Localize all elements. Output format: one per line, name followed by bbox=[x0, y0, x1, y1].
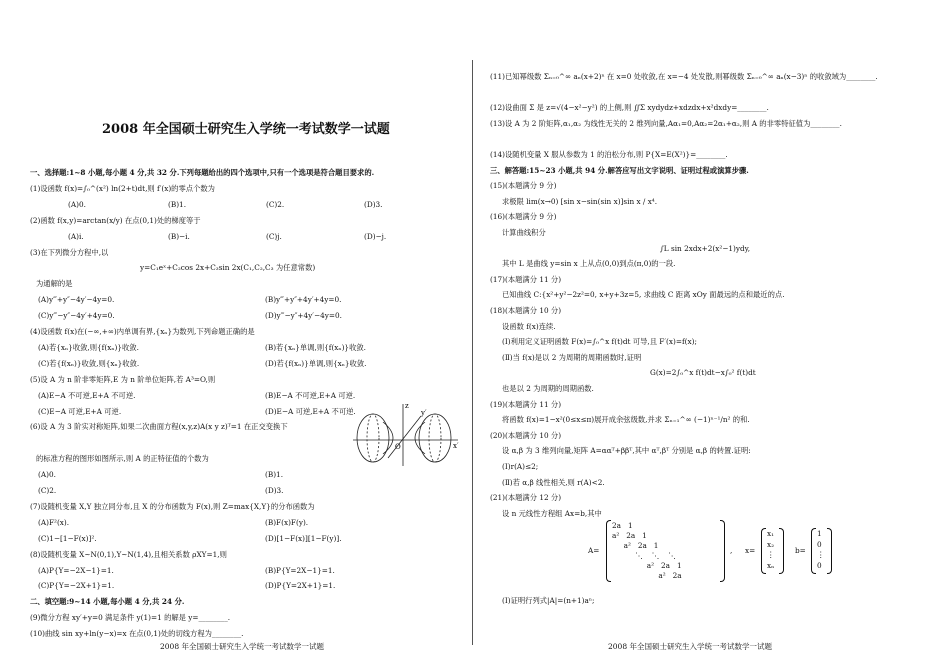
choice-option: (C)2. bbox=[38, 486, 57, 495]
question-text: (7)设随机变量 X,Y 独立同分布,且 X 的分布函数为 F(x),则 Z=max{X,Y}的分布函数为 bbox=[30, 501, 315, 511]
question-text: 的标准方程的图形如图所示,则 A 的正特征值的个数为 bbox=[36, 454, 209, 464]
question-text: (1)设函数 f(x)=∫₀^(x²) ln(2+t)dt,则 f′(x)的零点个数为 bbox=[30, 183, 215, 193]
question-text: ∫L sin 2xdx+2(x²−1)ydy, bbox=[660, 243, 751, 253]
matrix-a-row: 2a 1 bbox=[612, 521, 633, 530]
question-text: (5)设 A 为 n 阶非零矩阵,E 为 n 阶单位矩阵,若 A³=O,则 bbox=[30, 374, 216, 384]
choice-option: (C)1−[1−F(x)]². bbox=[38, 533, 97, 543]
quadric-surface-figure bbox=[343, 400, 463, 470]
question-text: (16)(本题满分 9 分) bbox=[490, 212, 557, 222]
question-text: (Ⅰ)利用定义证明函数 F(x)=∫₀^x f(t)dt 可导,且 F′(x)=f(x); bbox=[502, 337, 697, 347]
question-text: (14)设随机变量 X 服从参数为 1 的泊松分布,则 P{X=E(X²)}=________. bbox=[490, 150, 728, 159]
question-text: 已知曲线 C:{x²+y²−2z²=0, x+y+3z=5, 求曲线 C 距离 xOy 面最远的点和最近的点. bbox=[502, 290, 785, 300]
question-text: (12)设曲面 Σ 是 z=√(4−x²−y²) 的上侧,则 ∬Σ xydydz+xdzdx+x²dxdy=________. bbox=[490, 103, 769, 113]
matrix-a-right-bracket bbox=[720, 520, 725, 582]
question-text: (Ⅱ)若 α,β 线性相关,则 r(A)<2. bbox=[502, 477, 605, 487]
choice-option: (A)F²(x). bbox=[38, 517, 70, 527]
vector-x-entry: x₂ bbox=[767, 539, 775, 549]
matrix-a-row: a² 2a bbox=[612, 571, 682, 580]
question-text: (21)(本题满分 12 分) bbox=[490, 493, 562, 503]
vector-b-entry: ⋮ bbox=[817, 550, 825, 559]
choice-option: (D)[1−F(x)][1−F(y)]. bbox=[265, 533, 342, 543]
choice-option: (A)0. bbox=[68, 199, 86, 209]
matrix-a-row: ⋱ ⋱ ⋱ bbox=[612, 551, 676, 560]
question-text: (Ⅰ)证明行列式|A|=(n+1)aⁿ; bbox=[502, 596, 595, 605]
question-text: (17)(本题满分 11 分) bbox=[490, 274, 562, 284]
choice-option: (B)−i. bbox=[168, 231, 190, 241]
matrix-comma: , bbox=[730, 546, 733, 555]
question-text: 设 n 元线性方程组 Ax=b,其中 bbox=[502, 508, 602, 518]
question-text: (19)(本题满分 11 分) bbox=[490, 399, 562, 409]
choice-option: (D)P{Y=2X+1}=1. bbox=[265, 581, 336, 591]
fig-label-origin: O bbox=[395, 443, 401, 451]
section-heading: 一、选择题:1~8 小题,每小题 4 分,共 32 分.下列每题给出的四个选项中,只有一个选项是符合题目要求的. bbox=[30, 168, 375, 177]
choice-option: (C)2. bbox=[266, 199, 285, 209]
question-text: 将函数 f(x)=1−x²(0≤x≤π)展开成余弦级数,并求 Σₙ₌₁^∞ (−1)ⁿ⁻¹/n² 的和. bbox=[502, 415, 750, 425]
vector-x-label: x= bbox=[745, 546, 756, 555]
vector-x-right-bracket bbox=[779, 528, 784, 574]
question-text: 为通解的是 bbox=[36, 279, 73, 289]
choice-option: (D)E−A 可逆,E+A 不可逆. bbox=[265, 406, 356, 416]
question-text: (13)设 A 为 2 阶矩阵,α₁,α₂ 为线性无关的 2 维列向量,Aα₁=0,Aα₂=2α₁+α₂,则 A 的非零特征值为________. bbox=[490, 118, 842, 128]
vector-x-entry: x₁ bbox=[767, 529, 775, 538]
vector-x-entry: xₙ bbox=[767, 560, 775, 570]
choice-option: (C)P{Y=−2X+1}=1. bbox=[38, 581, 115, 591]
choice-option: (A)若{xₙ}收敛,则{f(xₙ)}收敛. bbox=[38, 342, 139, 352]
vector-b-entry: 0 bbox=[817, 539, 822, 549]
choice-option: (D)y‴−y″+4y′−4y=0. bbox=[265, 311, 342, 321]
choice-option: (C)若{f(xₙ)}收敛,则{xₙ}收敛. bbox=[38, 358, 140, 368]
choice-option: (A)i. bbox=[68, 231, 84, 241]
fig-label-z: z bbox=[405, 402, 409, 410]
question-text: (Ⅰ)r(A)≤2; bbox=[502, 462, 539, 471]
choice-option: (C)j. bbox=[266, 231, 282, 241]
question-text: (8)设随机变量 X~N(0,1),Y~N(1,4),且相关系数 ρXY=1,则 bbox=[30, 549, 227, 559]
question-text: (2)函数 f(x,y)=arctan(x/y) 在点(0,1)处的梯度等于 bbox=[30, 215, 201, 225]
question-text: (6)设 A 为 3 阶实对称矩阵,如果二次曲面方程(x,y,z)A(x y z)ᵀ=1 在正交变换下 bbox=[30, 422, 288, 432]
right-footer: 2008 年全国硕士研究生入学统一考试数学一试题 bbox=[608, 642, 772, 651]
vector-b-entry: 1 bbox=[817, 529, 822, 538]
vector-b-left-bracket bbox=[811, 528, 816, 574]
left-footer: 2008 年全国硕士研究生入学统一考试数学一试题 bbox=[160, 642, 324, 651]
section-heading: 二、填空题:9~14 小题,每小题 4 分,共 24 分. bbox=[30, 597, 185, 607]
vector-b-label: b= bbox=[795, 546, 806, 555]
choice-option: (B)F(x)F(y). bbox=[265, 517, 309, 527]
matrix-a-left-bracket bbox=[606, 520, 611, 582]
choice-option: (D)−j. bbox=[364, 231, 387, 241]
choice-option: (B)y‴+y″+4y′+4y=0. bbox=[265, 295, 342, 305]
fig-label-y: y′ bbox=[421, 409, 427, 417]
choice-option: (A)y‴+y″−4y′−4y=0. bbox=[38, 295, 115, 305]
question-text: (18)(本题满分 10 分) bbox=[490, 306, 562, 315]
choice-option: (A)P{Y=−2X−1}=1. bbox=[38, 565, 114, 575]
choice-option: (D)3. bbox=[364, 199, 383, 209]
vector-x-left-bracket bbox=[761, 528, 766, 574]
choice-option: (C)E−A 可逆,E+A 可逆. bbox=[38, 406, 122, 416]
page-divider bbox=[472, 60, 473, 645]
choice-option: (B)E−A 不可逆,E+A 可逆. bbox=[265, 390, 356, 400]
choice-option: (D)若{f(xₙ)}单调,则{xₙ}收敛. bbox=[265, 358, 367, 368]
matrix-a-row: a² 2a 1 bbox=[612, 531, 647, 540]
question-text: y=C₁eˣ+C₂cos 2x+C₃sin 2x(C₁,C₂,C₃ 为任意常数) bbox=[140, 263, 316, 273]
question-text: (4)设函数 f(x)在(−∞,+∞)内单调有界,{xₙ}为数列,下列命题正确的是 bbox=[30, 327, 255, 336]
left-page bbox=[0, 0, 470, 672]
matrix-a-label: A= bbox=[588, 546, 600, 555]
exam-title: 2008 年全国硕士研究生入学统一考试数学一试题 bbox=[102, 122, 390, 137]
question-text: 求极限 lim(x→0) [sin x−sin(sin x)]sin x / x⁴. bbox=[502, 196, 658, 206]
question-text: (11)已知幂级数 Σₙ₌₀^∞ aₙ(x+2)ⁿ 在 x=0 处收敛,在 x=−4 处发散,则幂级数 Σₙ₌₀^∞ aₙ(x−3)ⁿ 的收敛域为________. bbox=[490, 72, 878, 81]
fig-label-x: x′ bbox=[453, 442, 459, 450]
choice-option: (B)若{xₙ}单调,则{f(xₙ)}收敛. bbox=[265, 342, 366, 352]
question-text: G(x)=2∫₀^x f(t)dt−x∫₀² f(t)dt bbox=[650, 368, 756, 378]
choice-option: (B)1. bbox=[168, 199, 187, 209]
question-text: (15)(本题满分 9 分) bbox=[490, 181, 557, 191]
choice-option: (A)0. bbox=[38, 470, 56, 480]
question-text: 设函数 f(x)连续. bbox=[502, 321, 556, 331]
vector-b-entry: 0 bbox=[817, 560, 822, 570]
question-text: 设 α,β 为 3 维列向量,矩阵 A=ααᵀ+ββᵀ,其中 αᵀ,βᵀ 分别是 α,β 的转置.证明: bbox=[502, 446, 751, 456]
vector-x-entry: ⋮ bbox=[767, 550, 775, 559]
question-text: (10)曲线 sin xy+ln(y−x)=x 在点(0,1)处的切线方程为________. bbox=[30, 629, 244, 639]
choice-option: (B)1. bbox=[265, 470, 284, 480]
choice-option: (A)E−A 不可逆,E+A 不可逆. bbox=[38, 390, 136, 400]
question-text: 其中 L 是曲线 y=sin x 上从点(0,0)到点(π,0)的一段. bbox=[502, 259, 676, 269]
choice-option: (C)y‴−y″−4y′+4y=0. bbox=[38, 311, 115, 321]
question-text: 也是以 2 为周期的周期函数. bbox=[502, 384, 594, 393]
right-page bbox=[478, 0, 950, 672]
section-heading: 三、解答题:15~23 小题,共 94 分.解答应写出文字说明、证明过程或演算步骤. bbox=[490, 165, 749, 175]
question-text: (20)(本题满分 10 分) bbox=[490, 430, 562, 440]
choice-option: (D)3. bbox=[265, 486, 284, 495]
question-text: (Ⅱ)当 f(x)是以 2 为周期的周期函数时,证明 bbox=[502, 352, 642, 362]
matrix-block bbox=[588, 520, 928, 582]
vector-b-right-bracket bbox=[827, 528, 832, 574]
question-text: 计算曲线积分 bbox=[502, 228, 546, 237]
matrix-a-row: a² 2a 1 bbox=[612, 561, 682, 570]
question-text: (9)微分方程 xy′+y=0 满足条件 y(1)=1 的解是 y=________. bbox=[30, 613, 231, 623]
choice-option: (B)P{Y=2X−1}=1. bbox=[265, 565, 335, 575]
question-text: (3)在下列微分方程中,以 bbox=[30, 247, 109, 257]
matrix-a-row: a² 2a 1 bbox=[612, 541, 659, 550]
